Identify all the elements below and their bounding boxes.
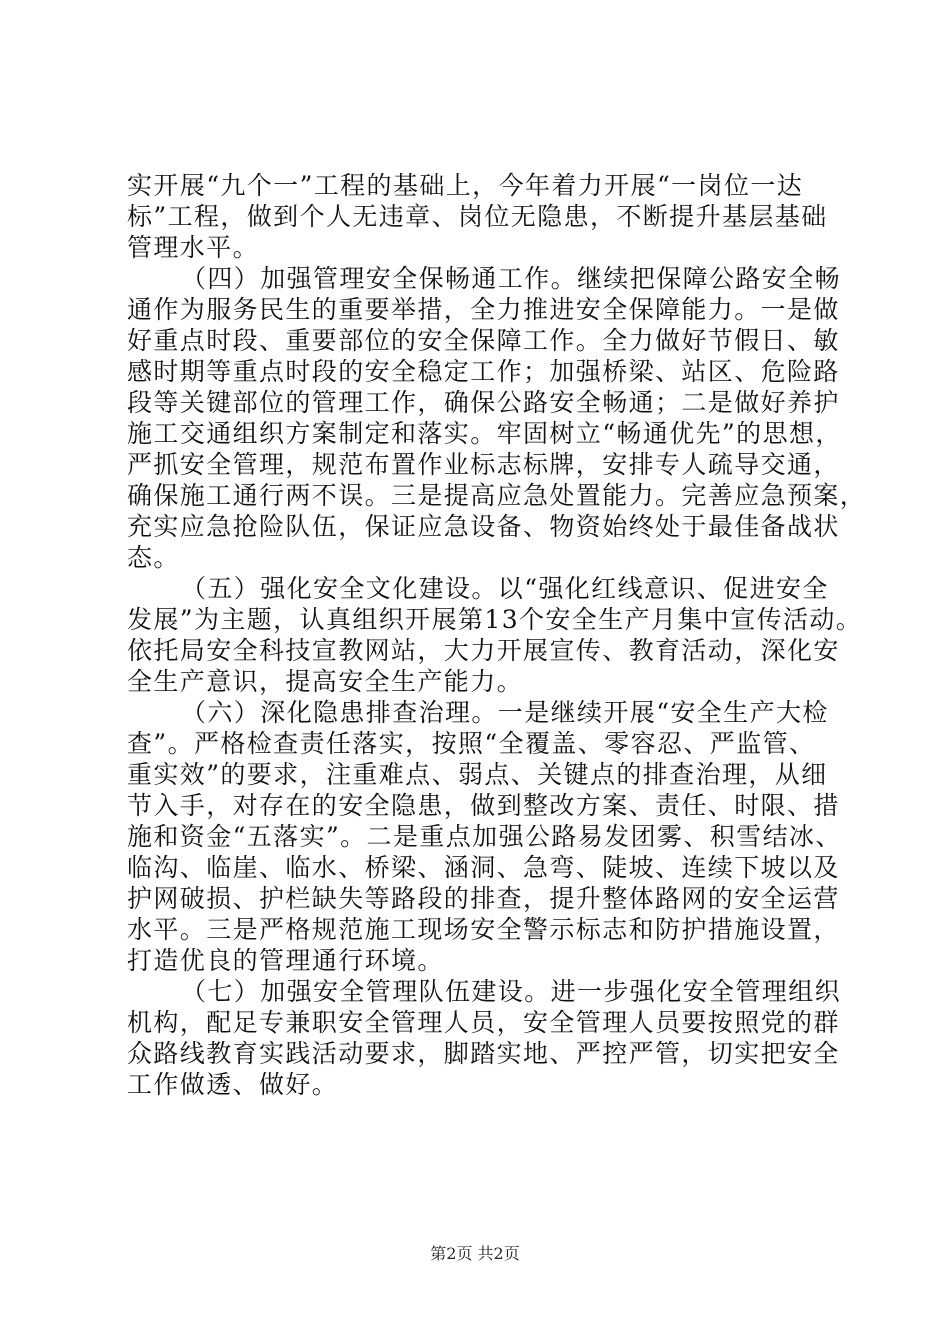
text-line: 严抓安全管理，规范布置作业标志标牌，安排专人疏导交通，: [127, 450, 840, 479]
text-line: 工作做透、做好。: [127, 1070, 339, 1099]
text-line: 态。: [127, 543, 180, 572]
text-line: 机构，配足专兼职安全管理人员，安全管理人员要按照党的群: [127, 1008, 840, 1037]
text-line: 水平。三是严格规范施工现场安全警示标志和防护措施设置，: [127, 915, 840, 944]
text-line: 充实应急抢险队伍，保证应急设备、物资始终处于最佳备战状: [127, 512, 840, 541]
text-line: 施和资金“五落实”。二是重点加强公路易发团雾、积雪结冰、: [127, 822, 842, 851]
page-footer: [0, 1244, 950, 1264]
text-line: 通作为服务民生的重要举措，全力推进安全保障能力。一是做: [127, 295, 840, 324]
document-body: [127, 170, 867, 1100]
text-line: 好重点时段、重要部位的安全保障工作。全力做好节假日、敏: [127, 326, 840, 355]
text-line: 感时期等重点时段的安全稳定工作；加强桥梁、站区、危险路: [127, 357, 840, 386]
text-line: 发展”为主题，认真组织开展第13个安全生产月集中宣传活动。: [127, 605, 863, 634]
text-line: 标”工程，做到个人无违章、岗位无隐患，不断提升基层基础: [127, 202, 828, 231]
text-line: 施工交通组织方案制定和落实。牢固树立“畅通优先”的思想，: [127, 419, 842, 448]
text-line: 依托局安全科技宣教网站，大力开展宣传、教育活动，深化安: [127, 636, 840, 665]
text-line: 节入手，对存在的安全隐患，做到整改方案、责任、时限、措: [127, 791, 840, 820]
text-line: 管理水平。: [127, 233, 260, 262]
text-line: 众路线教育实践活动要求，脚踏实地、严控严管，切实把安全: [127, 1039, 840, 1068]
text-line: 打造优良的管理通行环境。: [127, 946, 444, 975]
section-5-heading-line: （五）强化安全文化建设。以“强化红线意识、促进安全: [181, 574, 829, 603]
text-line: 护网破损、护栏缺失等路段的排查，提升整体路网的安全运营: [127, 884, 840, 913]
text-line: 查”。严格检查责任落实，按照“全覆盖、零容忍、严监管、: [127, 729, 816, 758]
text-line: 段等关键部位的管理工作，确保公路安全畅通；二是做好养护: [127, 388, 840, 417]
text-line: 全生产意识，提高安全生产能力。: [127, 667, 524, 696]
text-line: 实开展“九个一”工程的基础上，今年着力开展“一岗位一达: [127, 171, 804, 200]
text-line: 确保施工通行两不误。三是提高应急处置能力。完善应急预案，: [127, 481, 867, 510]
page-number: 第2页 共2页: [430, 1244, 520, 1263]
text-line: 临沟、临崖、临水、桥梁、涵洞、急弯、陡坡、连续下坡以及: [127, 853, 840, 882]
section-7-heading-line: （七）加强安全管理队伍建设。进一步强化安全管理组织: [181, 977, 842, 1006]
section-6-heading-line: （六）深化隐患排查治理。一是继续开展“安全生产大检: [181, 698, 829, 727]
text-line: 重实效”的要求，注重难点、弱点、关键点的排查治理，从细: [127, 760, 828, 789]
section-4-heading-line: （四）加强管理安全保畅通工作。继续把保障公路安全畅: [181, 264, 842, 293]
